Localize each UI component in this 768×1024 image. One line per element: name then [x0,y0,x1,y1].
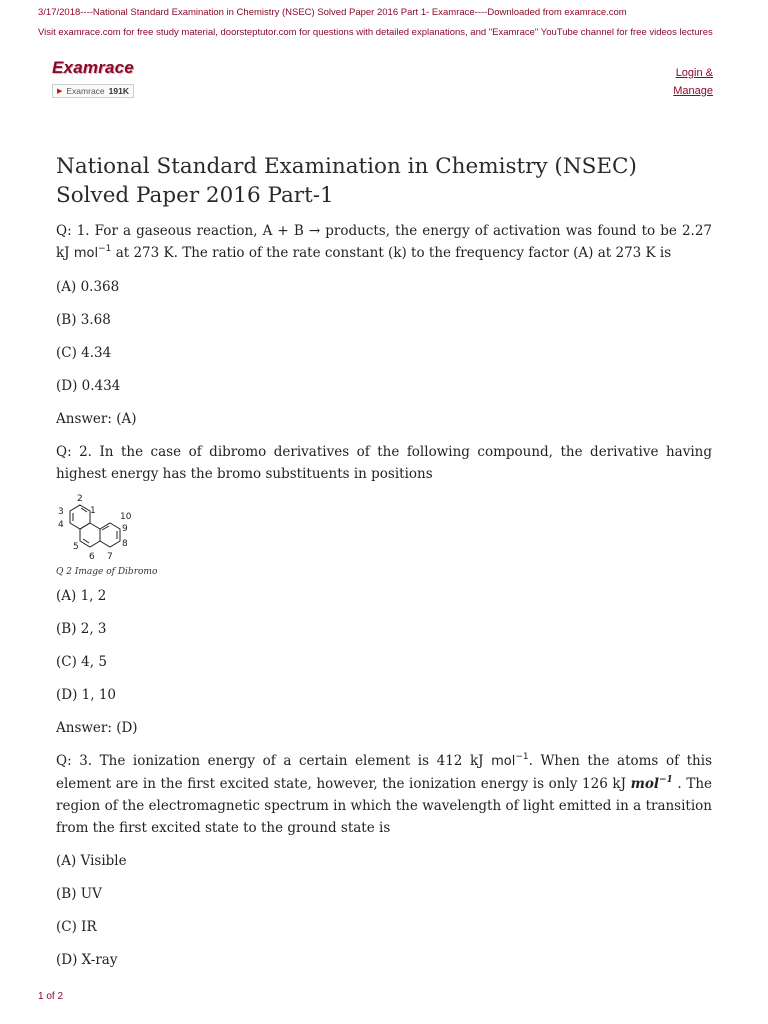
question-3-text: Q: 3. The ionization energy of a certain element is 412 kJ [56,753,492,769]
position-8-label: 8 [122,539,128,549]
q3-option-a: (A) Visible [56,853,127,869]
position-4-label: 4 [58,520,64,530]
login-manage-link[interactable] [653,64,713,100]
position-6-label: 6 [89,552,95,562]
download-banner: 3/17/2018----National Standard Examination in Chemistry (NSEC) Solved Paper 2016 Part 1- Examrace----Downloaded from examrace.com [38,7,627,18]
q2-option-c: (C) 4, 5 [56,654,107,670]
unit-mol-1: mol$^{-1}$ [491,752,529,769]
position-5-label: 5 [73,542,79,552]
position-7-label: 7 [107,552,113,562]
position-9-label: 9 [122,524,128,534]
play-icon: ▶ [57,88,63,95]
youtube-channel-name: Examrace [66,86,105,96]
q2-option-a: (A) 1, 2 [56,588,107,604]
q3-option-c: (C) IR [56,919,97,935]
q3-option-b: (B) UV [56,886,102,902]
q1-option-c: (C) 4.34 [56,345,112,361]
page-indicator: 1 of 2 [38,991,64,1002]
youtube-subscribe-widget[interactable] [52,84,134,98]
q1-option-b: (B) 3.68 [56,312,111,328]
unit-mol: mol$^{-1}$ [73,244,112,261]
position-2-label: 2 [77,494,83,504]
question-2: Q: 2. In the case of dibromo derivatives of the following compound, the derivative having highest energy has the bromo substituents in positions [56,444,712,482]
q3-option-d: (D) X-ray [56,952,118,968]
header-logo-area [52,58,134,98]
q1-option-a: (A) 0.368 [56,279,120,295]
examrace-logo[interactable]: Examrace [52,58,134,77]
dibromo-structure-figure [56,491,176,577]
q1-answer: Answer: (A) [56,411,137,427]
question-3-text-cont: . When the atoms of this element are in the first excited state, however, the ionization energy is only 126 kJ [56,753,713,792]
position-3-label: 3 [58,507,64,517]
q2-option-b: (B) 2, 3 [56,621,107,637]
phenanthrene-structure-diagram [56,491,171,569]
position-1-label: 1 [90,506,96,516]
article-body [56,152,712,971]
q2-answer: Answer: (D) [56,720,138,736]
question-3 [56,750,712,839]
question-1-text-cont: at 273 K. The ratio of the rate constant (k) to the frequency factor (A) at 273 K is [111,245,672,261]
login-link-line2[interactable]: Manage [673,85,713,97]
question-1-text: Q: 1. For a gaseous reaction, A + B → products, the energy of activation was found to be 2.27 kJ [56,223,712,261]
figure-caption: Q 2 Image of Dibromo [56,567,158,577]
login-link-line1[interactable]: Login & [675,67,713,79]
unit-mol-2: mol$^{-1}$ [630,775,673,792]
page-title: National Standard Examination in Chemistry (NSEC) Solved Paper 2016 Part-1 [56,154,637,208]
position-10-label: 10 [120,512,132,522]
question-1 [56,220,712,265]
promo-banner: Visit examrace.com for free study material, doorsteptutor.com for questions with detailed explanations, and "Examrace" YouTube channel for free videos lectures [38,27,713,38]
q1-option-d: (D) 0.434 [56,378,121,394]
question-3-text-end: . The region of the electromagnetic spectrum in which the wavelength of light emitted in a transition from the first excited state to the ground state is [56,776,713,836]
q2-option-d: (D) 1, 10 [56,687,116,703]
subscriber-count: 191K [108,86,129,96]
